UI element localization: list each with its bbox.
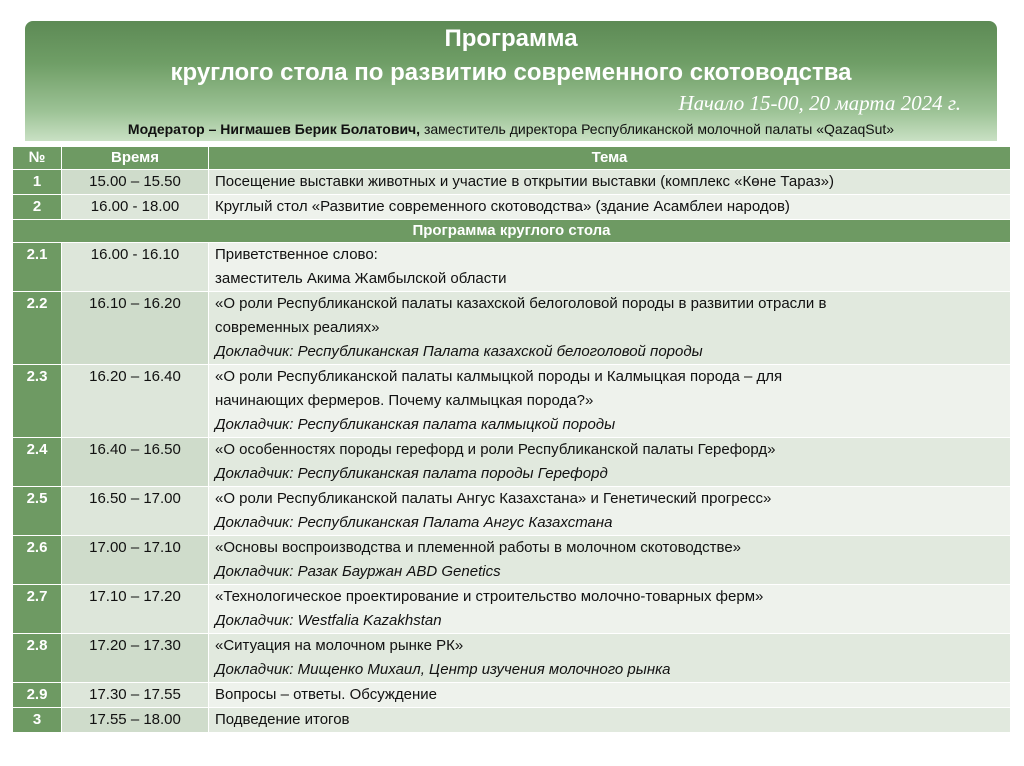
row-number: 2.2 <box>13 292 62 365</box>
start-time: Начало 15-00, 20 марта 2024 г. <box>678 91 961 115</box>
row-topic: Круглый стол «Развитие современного скотоводства» (здание Асамблеи народов) <box>209 195 1011 220</box>
row-number: 2.9 <box>13 683 62 708</box>
table-row <box>13 634 1011 683</box>
table-row <box>13 170 1011 195</box>
speaker-line: Докладчик: Разак Бауржан ABD Genetics <box>215 563 501 580</box>
topic-line-1: «О роли Республиканской палаты казахской белоголовой породы в развитии отрасли в <box>215 295 827 312</box>
speaker-line: Докладчик: Республиканская Палата казахской белоголовой породы <box>215 343 703 360</box>
speaker-line: Докладчик: Республиканская палата породы Герефорд <box>215 465 608 482</box>
page-subtitle: круглого стола по развитию современного скотоводства <box>170 59 852 86</box>
section-title: Программа круглого стола <box>13 220 1011 243</box>
topic-line-1: Вопросы – ответы. Обсуждение <box>215 686 438 703</box>
row-topic <box>209 487 1011 536</box>
topic-line-1: «Основы воспроизводства и племенной работы в молочном скотоводстве» <box>215 539 742 556</box>
topic-line-1: «Ситуация на молочном рынке РК» <box>215 637 464 654</box>
row-number: 2.5 <box>13 487 62 536</box>
row-number: 1 <box>13 170 62 195</box>
topic-line-1: «О роли Республиканской палаты Ангус Казахстана» и Генетический прогресс» <box>215 490 772 507</box>
topic-line-1: Приветственное слово: <box>215 246 378 263</box>
row-topic <box>209 634 1011 683</box>
row-number: 2.8 <box>13 634 62 683</box>
row-time: 16.00 - 16.10 <box>62 243 209 292</box>
program-table <box>12 146 1011 733</box>
speaker-line: Докладчик: Мищенко Михаил, Центр изучения молочного рынка <box>215 661 671 678</box>
topic-line-1: «О особенностях породы герефорд и роли Республиканской палаты Герефорд» <box>215 441 776 458</box>
row-time: 17.20 – 17.30 <box>62 634 209 683</box>
row-number: 2.4 <box>13 438 62 487</box>
topic-line-2: начинающих фермеров. Почему калмыцкая порода?» <box>215 392 594 409</box>
moderator-line <box>25 121 997 137</box>
row-topic <box>209 585 1011 634</box>
col-header-time: Время <box>62 147 209 170</box>
row-topic <box>209 438 1011 487</box>
col-header-num: № <box>13 147 62 170</box>
row-time: 17.30 – 17.55 <box>62 683 209 708</box>
row-number: 2.3 <box>13 365 62 438</box>
row-time: 16.40 – 16.50 <box>62 438 209 487</box>
table-row <box>13 487 1011 536</box>
row-number: 2.6 <box>13 536 62 585</box>
table-row <box>13 365 1011 438</box>
speaker-line: Докладчик: Республиканская Палата Ангус Казахстана <box>215 514 613 531</box>
topic-line-2: заместитель Акима Жамбылской области <box>215 270 507 287</box>
topic-line-1: «Технологическое проектирование и строительство молочно-товарных ферм» <box>215 588 764 605</box>
row-number: 2.7 <box>13 585 62 634</box>
row-time: 17.55 – 18.00 <box>62 708 209 733</box>
row-time: 16.00 - 18.00 <box>62 195 209 220</box>
row-topic <box>209 243 1011 292</box>
row-time: 16.50 – 17.00 <box>62 487 209 536</box>
table-row <box>13 536 1011 585</box>
table-row <box>13 708 1011 733</box>
table-body <box>13 170 1011 733</box>
table-row <box>13 195 1011 220</box>
row-number: 3 <box>13 708 62 733</box>
row-topic <box>209 536 1011 585</box>
row-time: 17.00 – 17.10 <box>62 536 209 585</box>
row-topic: Посещение выставки животных и участие в открытии выставки (комплекс «Көне Тараз») <box>209 170 1011 195</box>
row-time: 16.20 – 16.40 <box>62 365 209 438</box>
row-time: 16.10 – 16.20 <box>62 292 209 365</box>
row-time: 17.10 – 17.20 <box>62 585 209 634</box>
page-title: Программа <box>444 25 578 52</box>
row-topic <box>209 292 1011 365</box>
table-row <box>13 243 1011 292</box>
col-header-topic: Тема <box>209 147 1011 170</box>
moderator-role: заместитель директора Республиканской молочной палаты «QazaqSut» <box>420 121 895 137</box>
table-header-row <box>13 147 1011 170</box>
topic-line-2: современных реалиях» <box>215 319 380 336</box>
row-number: 2.1 <box>13 243 62 292</box>
speaker-line: Докладчик: Westfalia Kazakhstan <box>215 612 442 629</box>
row-number: 2 <box>13 195 62 220</box>
section-row <box>13 220 1011 243</box>
row-topic <box>209 708 1011 733</box>
table-row <box>13 292 1011 365</box>
topic-line-1: «О роли Республиканской палаты калмыцкой породы и Калмыцкая порода – для <box>215 368 783 385</box>
header-banner <box>25 21 997 141</box>
row-topic <box>209 365 1011 438</box>
table-row <box>13 683 1011 708</box>
topic-line-1: Подведение итогов <box>215 711 350 728</box>
table-row <box>13 438 1011 487</box>
row-time: 15.00 – 15.50 <box>62 170 209 195</box>
speaker-line: Докладчик: Республиканская палата калмыцкой породы <box>215 416 616 433</box>
table-row <box>13 585 1011 634</box>
moderator-name: Модератор – Нигмашев Берик Болатович, <box>127 121 421 137</box>
row-topic <box>209 683 1011 708</box>
